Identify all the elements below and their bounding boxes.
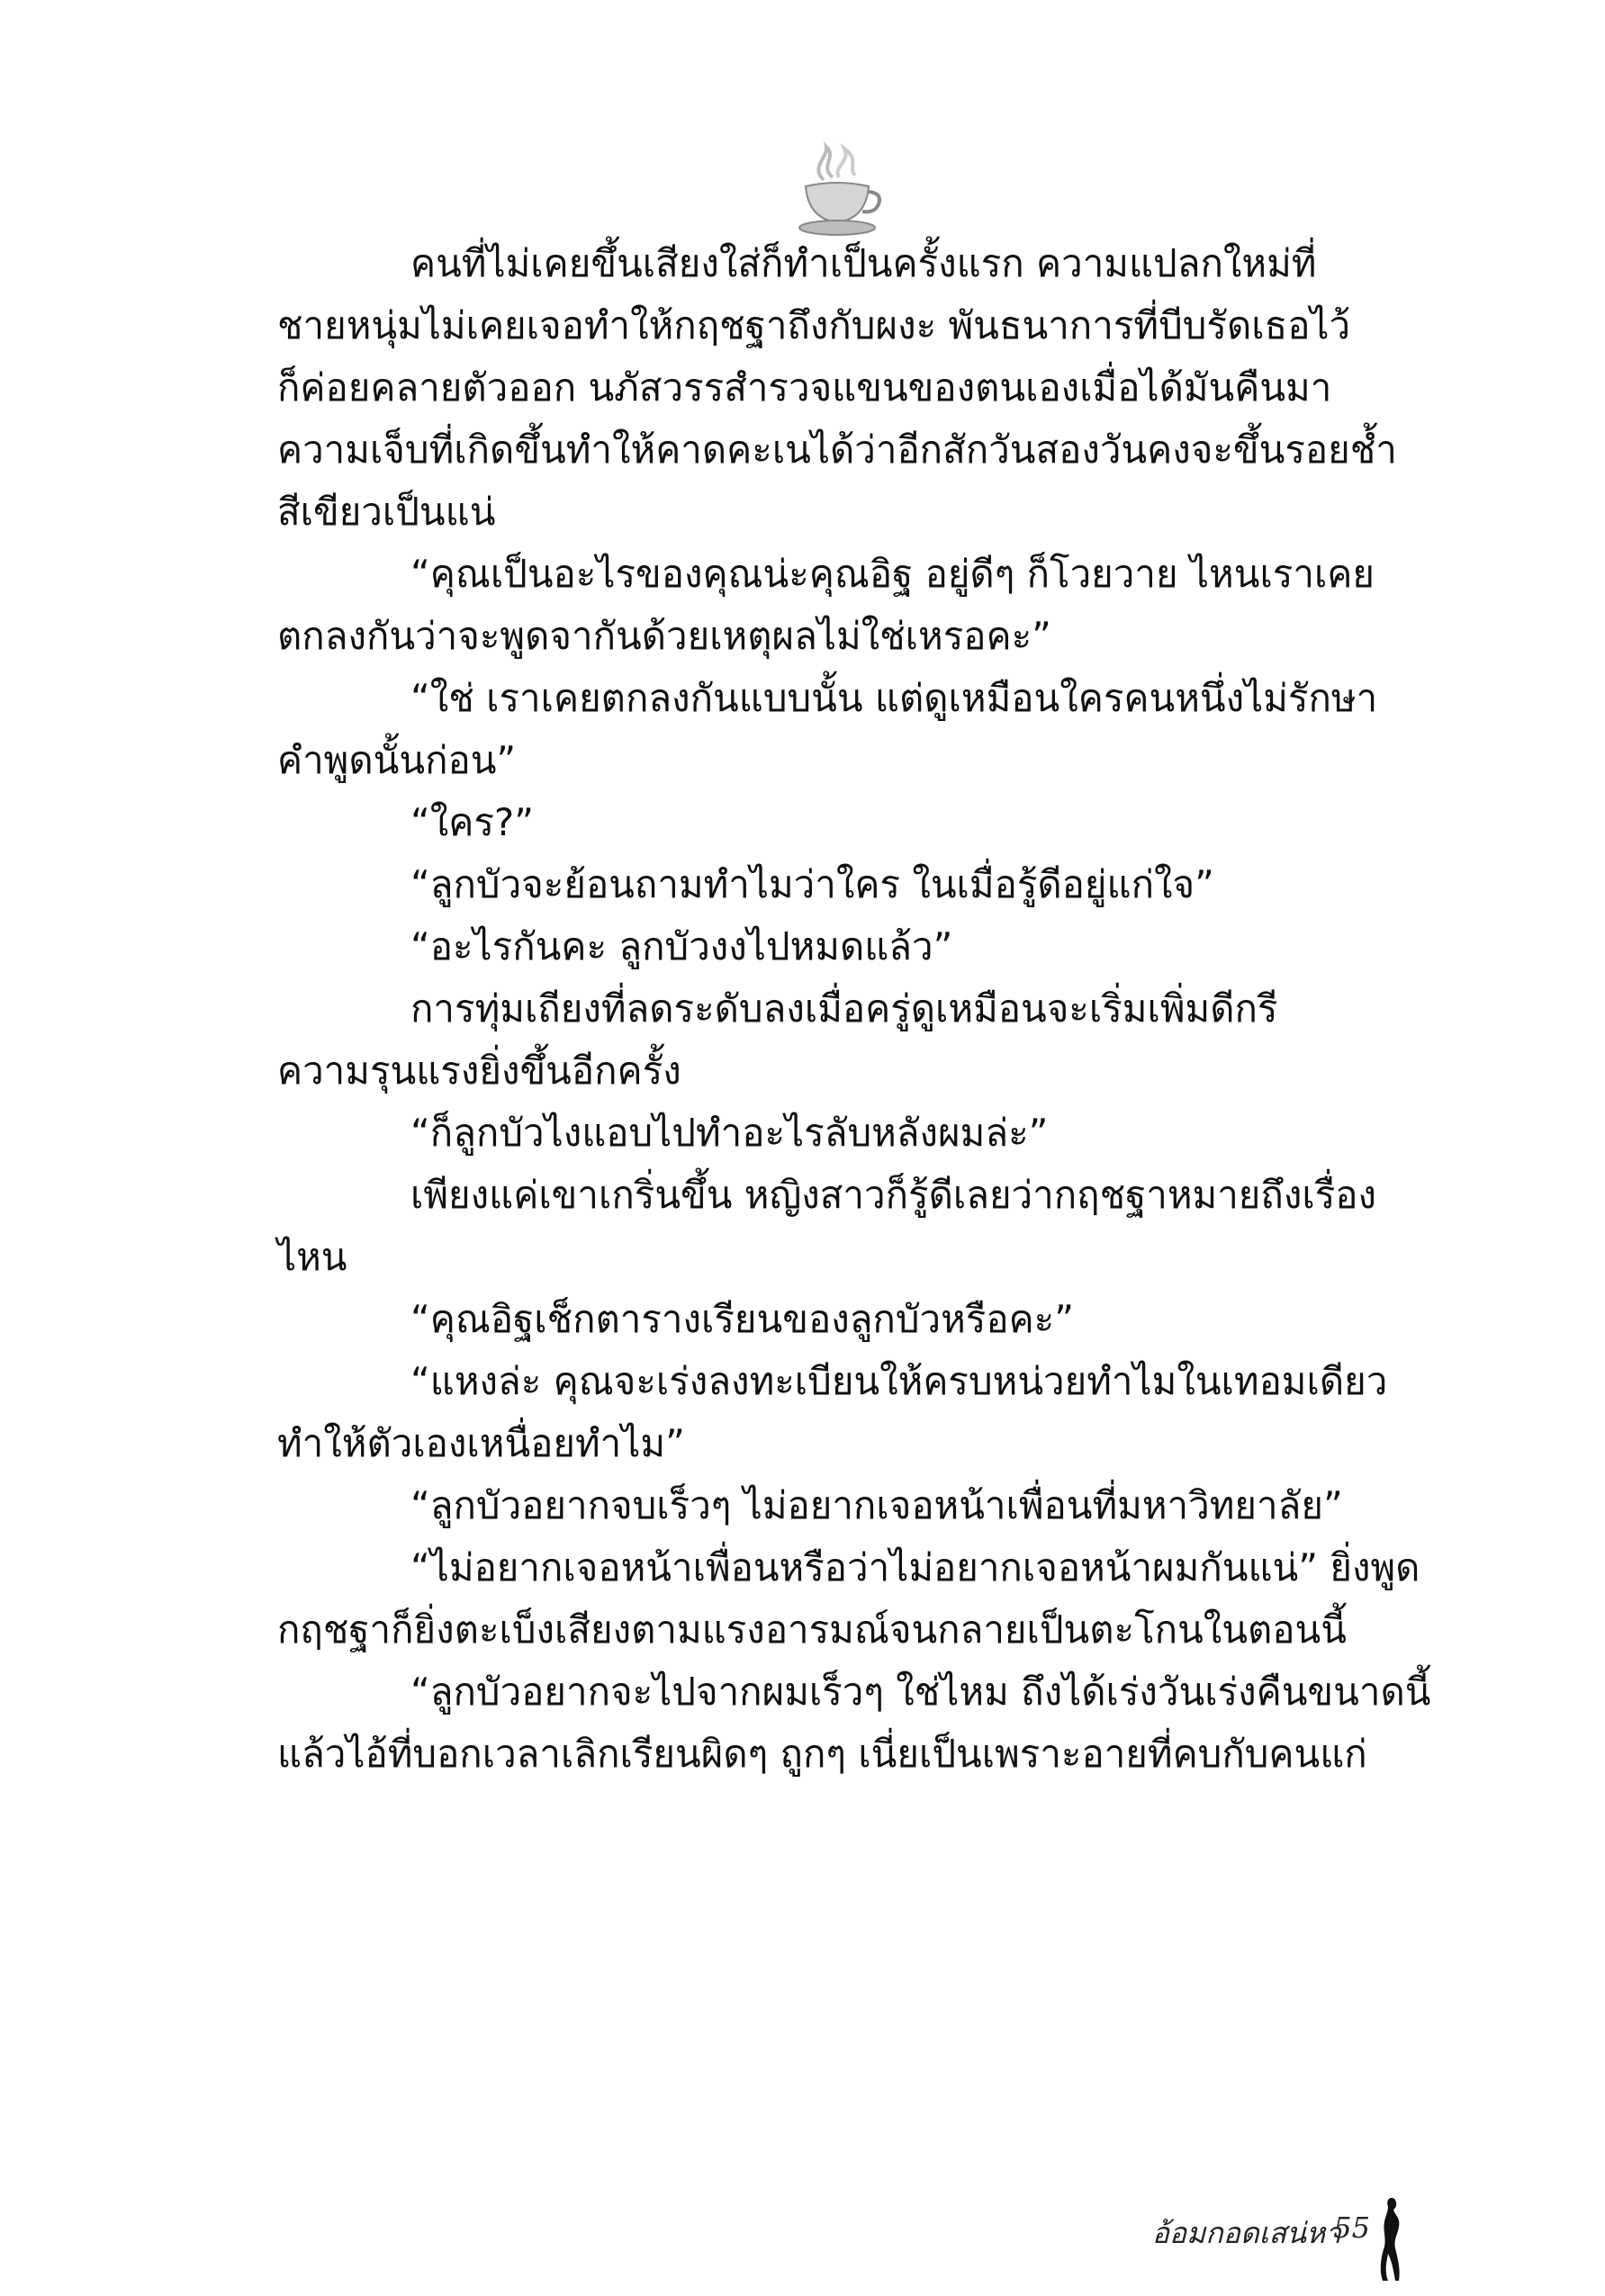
running-title: อ้อมกอดเสน่หา [1151,2216,1341,2250]
text-line: ตกลงกันว่าจะพูดจากันด้วยเหตุผลไม่ใช่เหรอคะ” [277,614,1051,658]
text-line: “ใช่ เราเคยตกลงกันแบบนั้น แต่ดูเหมือนใครคนหนึ่งไม่รักษา [410,676,1378,720]
text-line: “แหงล่ะ คุณจะเร่งลงทะเบียนให้ครบหน่วยทำไมในเทอมเดียว [410,1359,1388,1403]
text-line: ชายหนุ่มไม่เคยเจอทำให้กฤชฐาถึงกับผงะ พันธนาการที่บีบรัดเธอไว้ [277,303,1351,347]
text-line: ก็ค่อยคลายตัวออก นภัสวรรสำรวจแขนของตนเองเมื่อได้มันคืนมา [277,365,1332,410]
text-line: เพียงแค่เขาเกริ่นขึ้น หญิงสาวก็รู้ดีเลยว่ากฤชฐาหมายถึงเรื่อง [410,1173,1376,1217]
page-footer [909,2194,1413,2284]
text-line: “คุณอิฐเช็กตารางเรียนของลูกบัวหรือคะ” [410,1297,1074,1341]
text-line: “ก็ลูกบัวไงแอบไปทำอะไรลับหลังผมล่ะ” [410,1111,1049,1155]
text-line: ทำให้ตัวเองเหนื่อยทำไม” [277,1421,685,1465]
text-line: คำพูดนั้นก่อน” [277,738,517,782]
text-line: แล้วไอ้ที่บอกเวลาเลิกเรียนผิดๆ ถูกๆ เนี่ยเป็นเพราะอายที่คบกับคนแก่ [277,1732,1367,1776]
text-line: ความรุนแรงยิ่งขึ้นอีกครั้ง [277,1049,681,1093]
text-line: “ลูกบัวอยากจบเร็วๆ ไม่อยากเจอหน้าเพื่อนที่มหาวิทยาลัย” [410,1483,1343,1527]
teacup-steam-icon [783,140,891,239]
text-line: สีเขียวเป็นแน่ [277,490,496,534]
page-number: 55 [1333,2210,1370,2245]
text-line: “ลูกบัวจะย้อนถามทำไมว่าใคร ในเมื่อรู้ดีอยู่แก่ใจ” [410,862,1214,906]
book-page-text [277,232,1431,1785]
text-line: “อะไรกันคะ ลูกบัวงงไปหมดแล้ว” [410,924,953,968]
text-line: กฤชฐาก็ยิ่งตะเบ็งเสียงตามแรงอารมณ์จนกลายเป็นตะโกนในตอนนี้ [277,1607,1347,1652]
text-line: การทุ่มเถียงที่ลดระดับลงเมื่อครู่ดูเหมือนจะเริ่มเพิ่มดีกรี [410,986,1278,1031]
text-line: “ลูกบัวอยากจะไปจากผมเร็วๆ ใช่ไหม ถึงได้เร่งวันเร่งคืนขนาดนี้ [410,1670,1431,1714]
text-line: ความเจ็บที่เกิดขึ้นทำให้คาดคะเนได้ว่าอีกสักวันสองวันคงจะขึ้นรอยช้ำ [277,428,1397,472]
text-line: คนที่ไม่เคยขึ้นเสียงใส่ก็ทำเป็นครั้งแรก ความแปลกใหม่ที่ [410,241,1317,285]
text-line: “ไม่อยากเจอหน้าเพื่อนหรือว่าไม่อยากเจอหน้าผมกันแน่” ยิ่งพูด [410,1545,1420,1589]
woman-silhouette-icon [1368,2194,1413,2284]
text-line: ไหน [277,1235,347,1279]
text-line: “คุณเป็นอะไรของคุณน่ะคุณอิฐ อยู่ดีๆ ก็โวยวาย ไหนเราเคย [410,552,1375,596]
text-line: “ใคร?” [410,800,534,844]
